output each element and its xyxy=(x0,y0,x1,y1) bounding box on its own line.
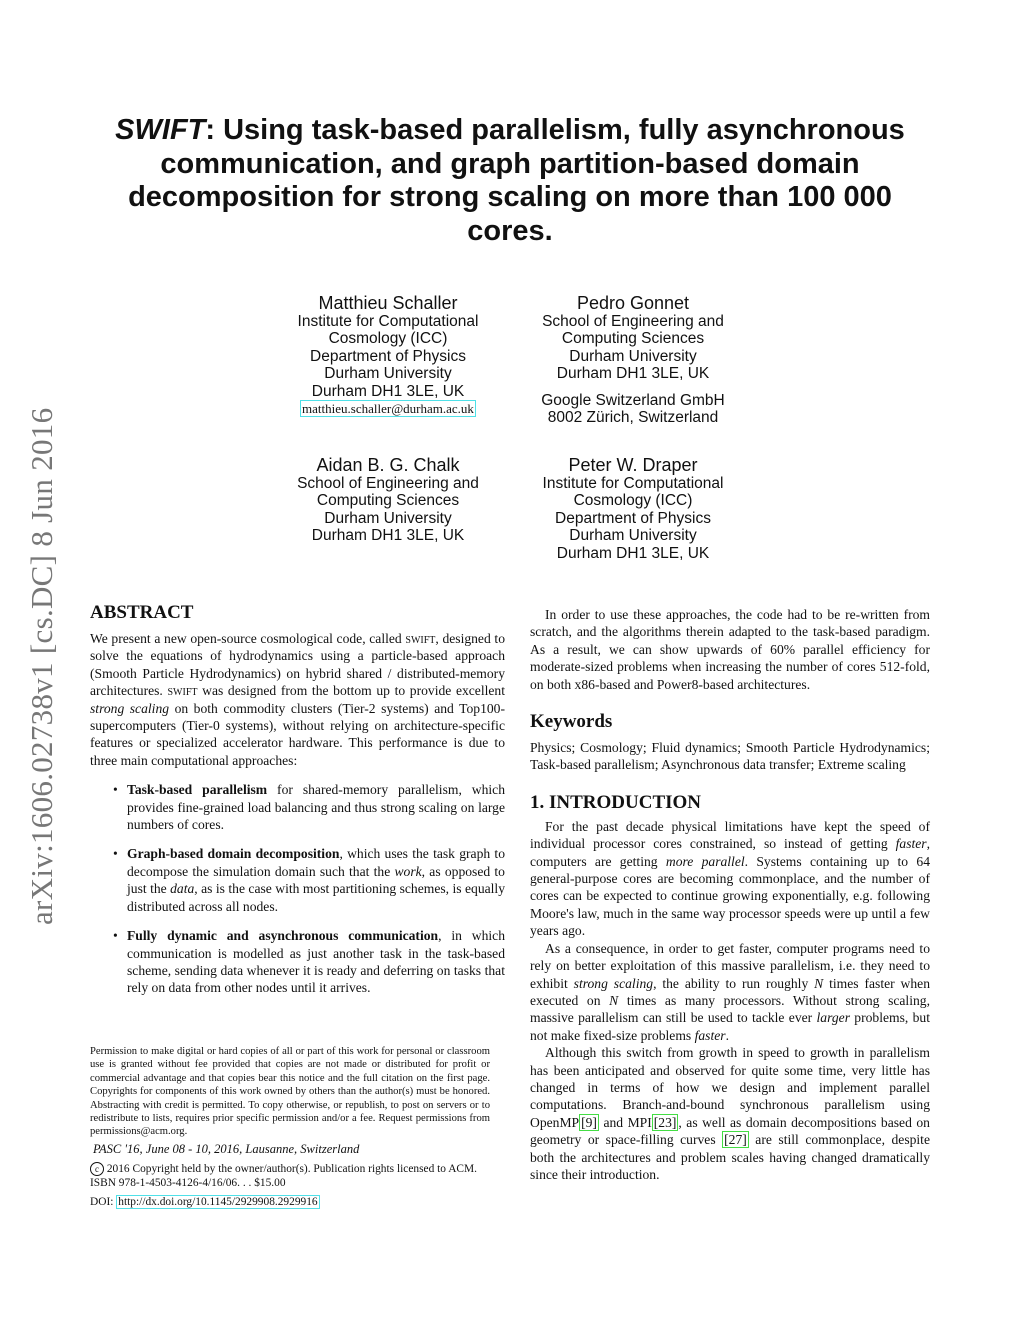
affiliation-line: Institute for Computational xyxy=(297,313,479,330)
text-run: . Systems containing up to 64 general-purpose cores are becoming commonplace, and the number of cores can be expected to continue growing exponentially, e.g. following Moore's law, much in the same way processor speeds were up until a few years ago. xyxy=(530,853,930,939)
text-run: , in which communication is modelled as just another task in the task-based scheme, sending data whenever it is ready and deferring on tasks that rely on data from other nodes until it arrives. xyxy=(127,928,505,996)
copyright-line xyxy=(90,1162,490,1176)
affiliation-line: Institute for Computational xyxy=(542,475,724,492)
author-name: Aidan B. G. Chalk xyxy=(316,455,460,475)
text-run: , as opposed to just the xyxy=(127,863,505,897)
affiliation-line: Google Switzerland GmbH xyxy=(541,391,725,409)
doi-link[interactable]: http://dx.doi.org/10.1145/2929908.2929916 xyxy=(118,1195,318,1208)
text-run: swift xyxy=(405,631,436,646)
text-run: strong scaling xyxy=(573,975,654,991)
author-name: Peter W. Draper xyxy=(568,455,698,475)
text-run: times as many processors. Without strong scaling, massive parallelism can still be used to tackle ever xyxy=(530,992,930,1026)
text-run: data xyxy=(170,881,195,897)
bullet-item xyxy=(127,781,505,833)
affiliation-line: School of Engineering and xyxy=(542,313,724,330)
title-swift: SWIFT xyxy=(115,114,206,146)
affiliation-line: Computing Sciences xyxy=(316,492,460,510)
affiliation-line: 8002 Zürich, Switzerland xyxy=(547,409,719,427)
conference-info: PASC '16, June 08 - 10, 2016, Lausanne, Switzerland xyxy=(93,1141,360,1156)
author-chalk xyxy=(258,455,518,545)
abstract-continuation xyxy=(530,606,930,693)
author-name: Pedro Gonnet xyxy=(576,293,690,313)
text-run: problems, but not make fixed-size problems xyxy=(530,1010,930,1043)
text-run: N xyxy=(609,992,619,1008)
author-email-link[interactable]: matthieu.schaller@durham.ac.uk xyxy=(302,401,474,417)
text-run: For the past decade physical limitations have kept the speed of individual processor cores constrained, so instead of getting xyxy=(530,818,930,852)
text-run: more parallel xyxy=(665,853,745,869)
affiliation-line: Durham DH1 3LE, UK xyxy=(556,544,710,562)
introduction-heading: 1. INTRODUCTION xyxy=(530,791,702,813)
affiliation-line: Durham DH1 3LE, UK xyxy=(556,365,710,383)
isbn: ISBN 978-1-4503-4126-4/16/06. . . $15.00 xyxy=(90,1176,286,1189)
text-run: In order to use these approaches, the code had to be re-written from scratch, and the algorithms therein adapted to the task-based paradigm. As a result, we can show upwards of 60% parallel efficiency for moderate-sized problems when increasing the number of cores 512-fold, on both x86-based and Power8-based architectures. xyxy=(530,607,930,692)
text-run: are still commonplace, despite both the architectures and problem scales having changed dramatically since their introduction. xyxy=(530,1132,930,1182)
affiliation-line: Durham DH1 3LE, UK xyxy=(311,527,465,545)
author-schaller xyxy=(258,293,518,417)
text-run: Graph-based domain decomposition xyxy=(127,846,340,862)
text-run: . xyxy=(725,1027,729,1043)
text-run: was designed from the bottom up to provide excellent xyxy=(197,683,505,699)
copyright-text: 2016 Copyright held by the owner/author(s). Publication rights licensed to ACM. xyxy=(104,1162,477,1175)
bullet-item xyxy=(127,927,505,997)
text-run: We present a new open-source cosmological code, called xyxy=(90,631,406,646)
abstract-heading: ABSTRACT xyxy=(90,602,194,623)
text-run: Task-based parallelism xyxy=(127,782,268,798)
text-run: Although this switch from growth in speed to growth in parallelism has been anticipated and observed for quite some time, very little has changed in terms of how we design and implement parallel computations. Branch-and-bound synchronous parallelism using OpenMP xyxy=(530,1045,930,1130)
abstract-bullet-list xyxy=(90,781,505,996)
author-gonnet xyxy=(503,293,763,426)
affiliation-line: Department of Physics xyxy=(310,347,466,365)
affiliation-line: Durham University xyxy=(569,527,697,545)
permission-text: Permission to make digital or hard copies of all or part of this work for personal or classroom use is granted without fee provided that copies are not made or distributed for profit or commercial advantage and that copies bear this notice and the full citation on the first page. Copyrights for components of this work owned by others than the author(s) must be honored. Abstracting with credit is permitted. To copy otherwise, or republish, to post on servers or to redistribute to lists, requires prior specific permission and/or a fee. Request permissions from permissions@acm.org. xyxy=(90,1046,490,1138)
text-run: times faster when executed on xyxy=(530,975,930,1008)
affiliation-line: School of Engineering and xyxy=(297,475,479,492)
affiliation-line: Computing Sciences xyxy=(561,330,705,348)
citation-link[interactable]: [9] xyxy=(581,1114,597,1130)
text-run: , as well as domain decompositions based on geometry or space-filling curves xyxy=(530,1114,930,1148)
text-run: , designed to solve the equations of hydrodynamics using a particle-based approach (Smooth Particle Hydrodynamics) on hybrid shared / distributed-memory architectures. xyxy=(90,631,505,699)
affiliation-line: Cosmology (ICC) xyxy=(573,492,693,510)
text-run: N xyxy=(814,975,824,991)
paper-title xyxy=(90,114,930,248)
arxiv-stamp: arXiv:1606.02738v1 [cs.DC] 8 Jun 2016 xyxy=(24,407,59,925)
title-rest: : Using task-based parallelism, fully asynchronous communication, and graph partition-based domain decomposition for strong scaling on more than 100 000 cores. xyxy=(128,114,905,247)
affiliation-line: Durham University xyxy=(324,365,452,383)
author-name: Matthieu Schaller xyxy=(318,293,458,313)
text-run: work xyxy=(394,863,422,879)
bullet-item xyxy=(127,845,505,915)
text-run: faster xyxy=(694,1027,726,1043)
text-run: larger xyxy=(816,1010,850,1026)
keywords-heading: Keywords xyxy=(530,711,613,733)
affiliation-line: Durham DH1 3LE, UK xyxy=(311,382,465,400)
intro-paragraph xyxy=(530,940,930,1044)
text-run: , the ability to run roughly xyxy=(653,975,815,991)
affiliation-line: Cosmology (ICC) xyxy=(328,330,448,348)
text-run: Fully dynamic and asynchronous communication xyxy=(127,928,439,944)
affiliation-line: Department of Physics xyxy=(555,509,711,527)
copyright-icon: c xyxy=(90,1162,104,1176)
text-run: on both commodity clusters (Tier-2 systems) and Top100-supercomputers (Tier-0 systems), without relying on architecture-specific features or specialized accelerator hardware. This performance is due to three main computational approaches: xyxy=(90,700,505,768)
intro-paragraph xyxy=(530,818,930,940)
text-run: and MPI xyxy=(598,1114,652,1130)
author-draper xyxy=(503,455,763,562)
text-run: strong scaling xyxy=(90,700,170,716)
permission-block xyxy=(90,1045,490,1209)
citation-link[interactable]: [27] xyxy=(724,1132,747,1148)
right-column xyxy=(530,606,930,1183)
citation-link[interactable]: [23] xyxy=(653,1114,677,1130)
text-run: , which uses the task graph to decompose the simulation domain such that the xyxy=(127,846,505,879)
text-run: , as is the case with most partitioning schemes, is equally distributed across all nodes. xyxy=(127,881,505,914)
abstract-paragraph xyxy=(90,630,505,769)
affiliation-line: Durham University xyxy=(324,509,452,527)
text-run: for shared-memory parallelism, which provides fine-grained load balancing and thus strong scaling on large numbers of cores. xyxy=(127,782,505,833)
affiliation-line: Durham University xyxy=(569,347,697,365)
doi-label: DOI: xyxy=(90,1195,117,1208)
keywords-text: Physics; Cosmology; Fluid dynamics; Smooth Particle Hydrodynamics; Task-based parallelism; Asynchronous data transfer; Extreme scaling xyxy=(530,740,930,773)
left-column xyxy=(90,602,505,1009)
text-run: swift xyxy=(167,683,198,699)
text-run: faster xyxy=(895,836,927,852)
text-run: , computers are getting xyxy=(530,836,930,869)
text-run: As a consequence, in order to get faster, computer programs need to rely on better exploitation of this massive parallelism, i.e. they need to exhibit xyxy=(530,940,930,991)
intro-paragraph xyxy=(530,1044,930,1183)
